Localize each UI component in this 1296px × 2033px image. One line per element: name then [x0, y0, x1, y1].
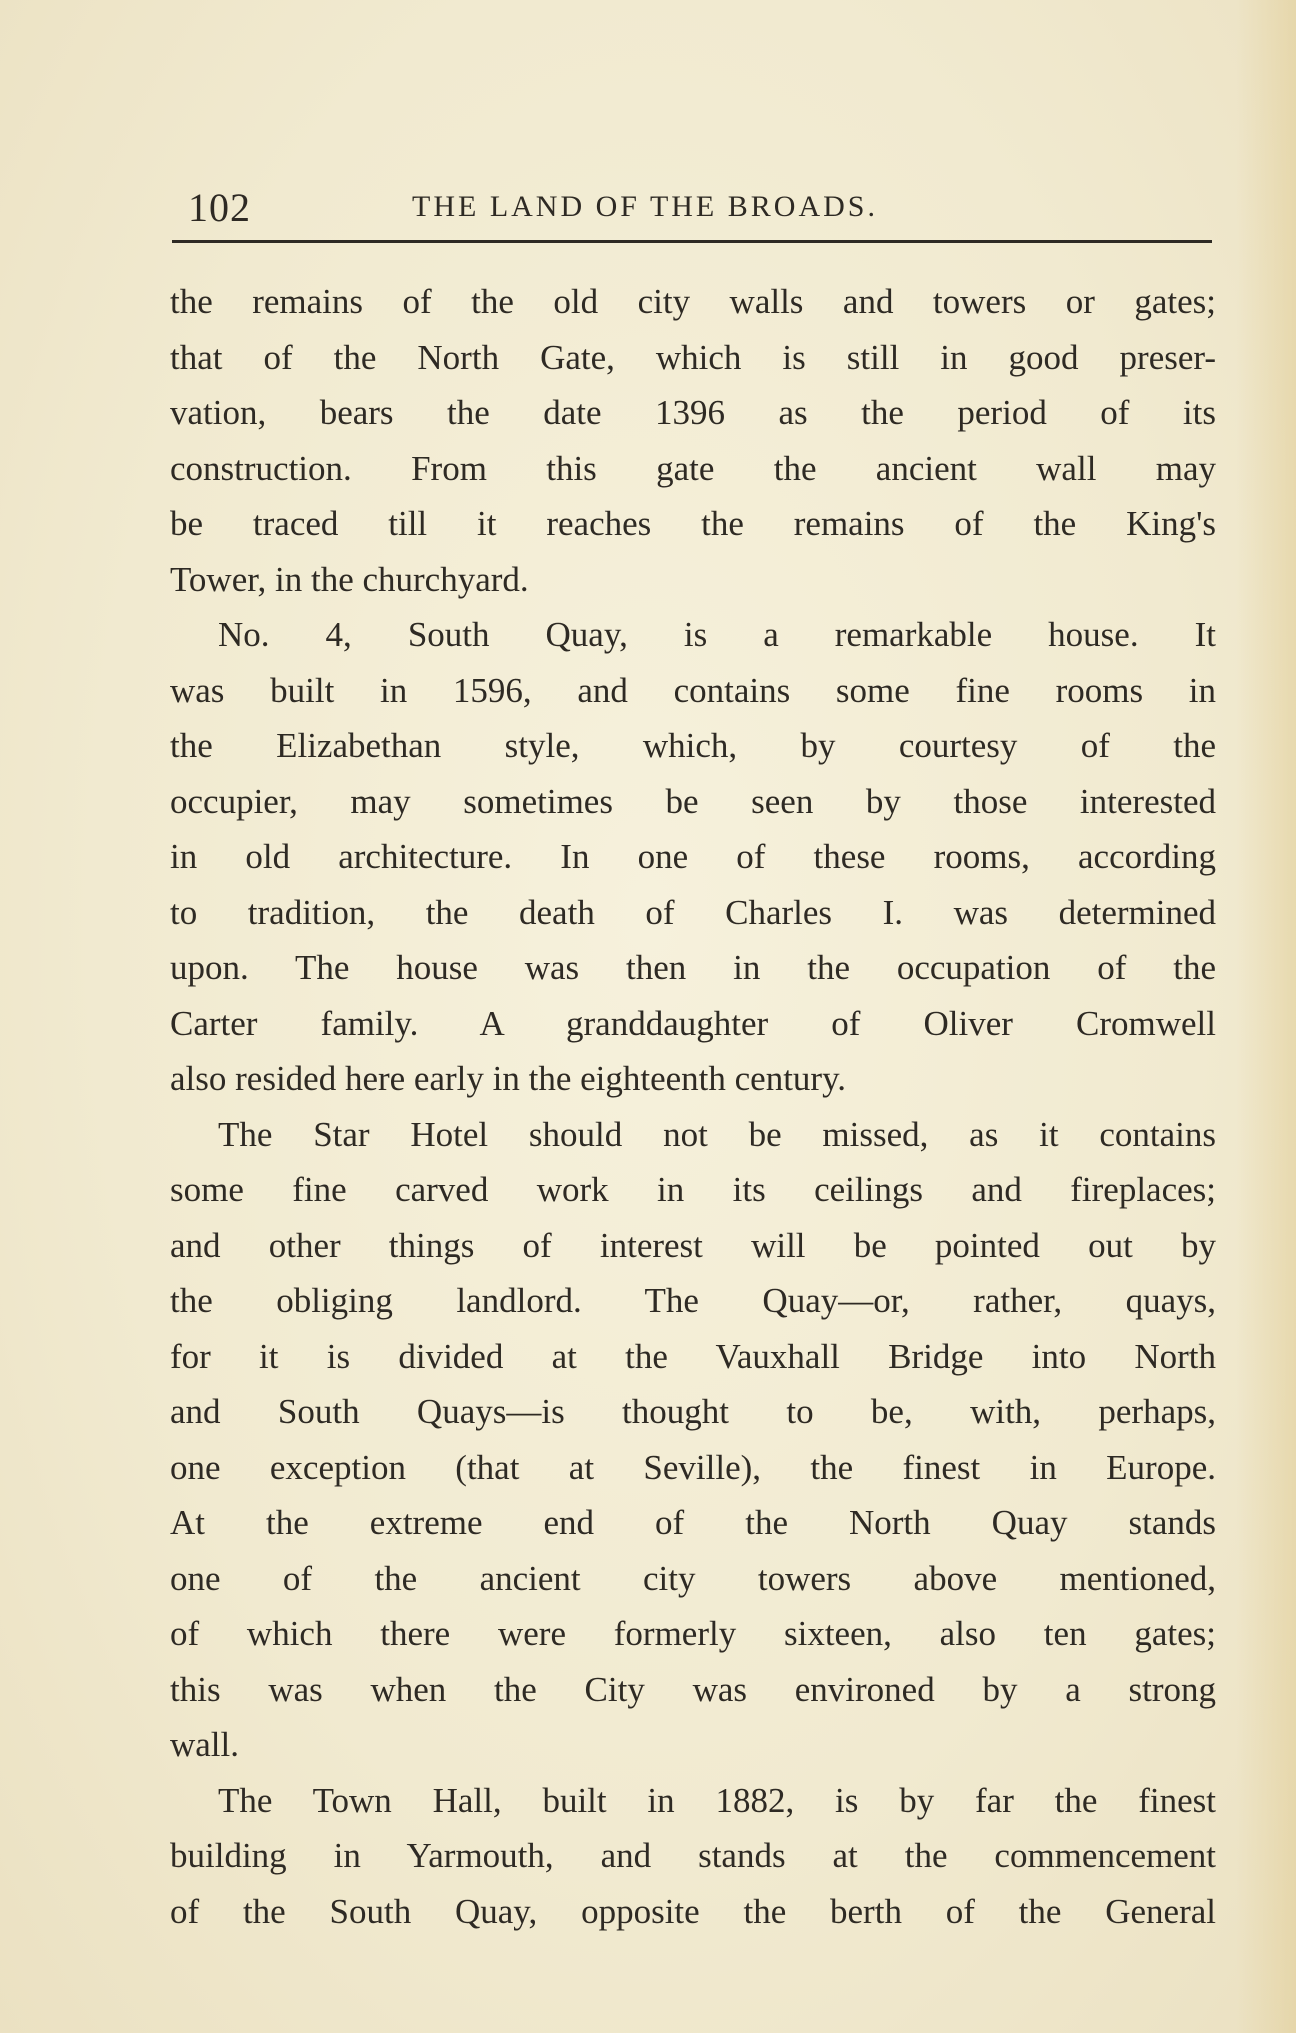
text-line: At the extreme end of the North Quay stands	[170, 1503, 1216, 1542]
text-line: Tower, in the churchyard.	[170, 559, 529, 599]
text-line: the Elizabethan style, which, by courtesy of the	[170, 726, 1216, 765]
text-line: the remains of the old city walls and towers or gates;	[170, 282, 1216, 321]
text-line: construction. From this gate the ancient wall may	[170, 448, 1216, 488]
text-line: wall.	[170, 1725, 240, 1764]
text-line: one of the ancient city towers above mentioned,	[170, 1558, 1216, 1598]
text-line: the obliging landlord. The Quay—or, rather, quays,	[170, 1281, 1216, 1320]
page-number: 102	[188, 185, 251, 230]
body-text	[170, 274, 1216, 1939]
page-edge-shadow	[1236, 0, 1296, 2033]
text-line: was built in 1596, and contains some fine rooms in	[170, 670, 1216, 710]
text-line: be traced till it reaches the remains of the King's	[170, 504, 1216, 543]
text-line: in old architecture. In one of these rooms, according	[170, 837, 1216, 876]
text-line: Carter family. A granddaughter of Oliver Cromwell	[170, 1003, 1216, 1043]
text-line: some fine carved work in its ceilings and fireplaces;	[170, 1170, 1216, 1209]
text-line: and South Quays—is thought to be, with, perhaps,	[170, 1392, 1216, 1431]
text-line: to tradition, the death of Charles I. was determined	[170, 892, 1216, 932]
text-line: occupier, may sometimes be seen by those interested	[170, 781, 1216, 821]
text-line: vation, bears the date 1396 as the period of its	[170, 393, 1216, 432]
paragraph-start-line: The Star Hotel should not be missed, as it contains	[218, 1114, 1216, 1154]
paragraph-start-line: No. 4, South Quay, is a remarkable house. It	[218, 615, 1216, 654]
text-line: that of the North Gate, which is still in good preser-	[170, 337, 1216, 377]
text-line: for it is divided at the Vauxhall Bridge into North	[170, 1336, 1216, 1376]
text-line: this was when the City was environed by a strong	[170, 1669, 1216, 1709]
text-line: of which there were formerly sixteen, also ten gates;	[170, 1614, 1216, 1653]
text-line: one exception (that at Seville), the finest in Europe.	[170, 1447, 1216, 1487]
header-rule	[172, 240, 1212, 243]
text-line: of the South Quay, opposite the berth of the General	[170, 1891, 1216, 1931]
text-line: and other things of interest will be pointed out by	[170, 1225, 1216, 1265]
text-line: also resided here early in the eighteenth century.	[170, 1059, 847, 1098]
paragraph-start-line: The Town Hall, built in 1882, is by far the finest	[218, 1780, 1216, 1820]
page-header	[172, 180, 1212, 232]
text-line: upon. The house was then in the occupation of the	[170, 948, 1216, 987]
text-line: building in Yarmouth, and stands at the commencement	[170, 1836, 1216, 1875]
running-title: THE LAND OF THE BROADS.	[412, 190, 878, 223]
